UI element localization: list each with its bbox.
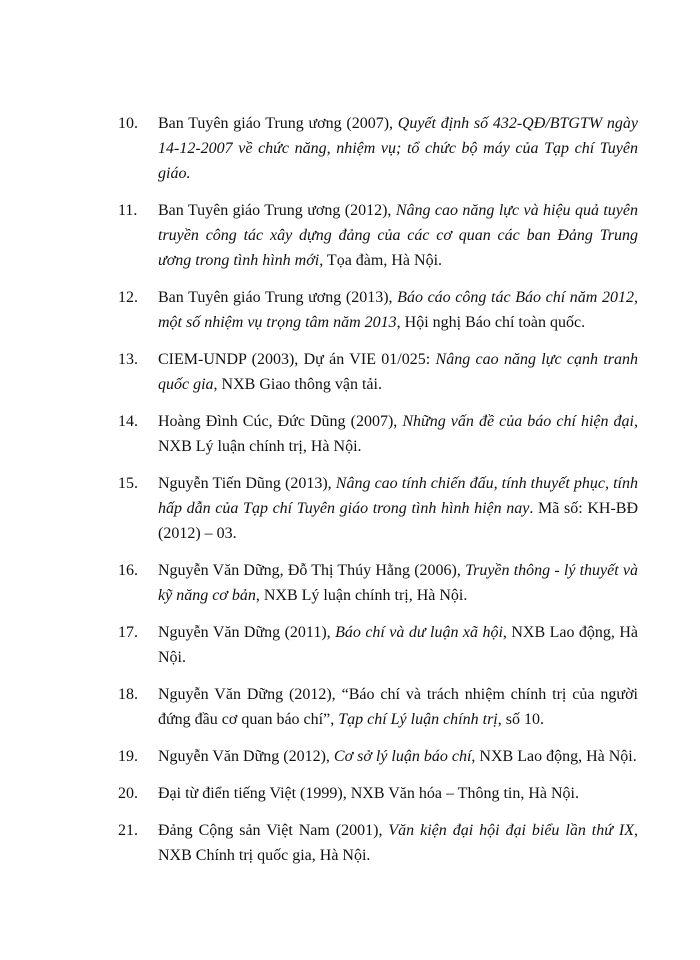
reference-entry <box>118 620 638 670</box>
reference-title: Cơ sở lý luận báo chí <box>333 748 472 765</box>
reference-detail: Nguyễn Văn Dững, Đỗ Thị Thúy Hằng (2006), <box>158 562 466 579</box>
reference-detail: , NXB Giao thông vận tải. <box>213 376 382 393</box>
reference-detail: Đại từ điển tiếng Việt (1999), NXB Văn hóa – Thông tin, Hà Nội. <box>158 785 579 802</box>
reference-title: Truyền thông - lý thuyết và kỹ năng cơ bản <box>158 562 639 604</box>
reference-detail: CIEM-UNDP (2003), Dự án VIE 01/025: <box>158 351 436 368</box>
reference-entry <box>118 285 638 335</box>
reference-detail: , Hội nghị Báo chí toàn quốc. <box>396 314 586 331</box>
reference-detail: , Tọa đàm, Hà Nội. <box>319 252 443 269</box>
reference-text <box>158 409 638 459</box>
reference-text <box>158 285 638 335</box>
reference-detail: Ban Tuyên giáo Trung ương (2007), <box>158 115 398 132</box>
reference-title: Nâng cao tính chiến đấu, tính thuyết phục, tính hấp dẫn của Tạp chí Tuyên giáo trong tình hình hiện nay <box>158 475 638 517</box>
reference-detail: , NXB Lao động, Hà Nội. <box>471 748 637 765</box>
reference-title: Tạp chí Lý luận chính trị <box>338 711 498 728</box>
reference-entry <box>118 818 638 868</box>
reference-detail: Đảng Cộng sản Việt Nam (2001), <box>158 822 389 839</box>
reference-entry <box>118 111 638 186</box>
reference-detail: , NXB Lý luận chính trị, Hà Nội. <box>158 413 639 455</box>
reference-entry <box>118 347 638 397</box>
reference-text <box>158 744 638 769</box>
reference-title: Nâng cao năng lực và hiệu quả tuyên truyền công tác xây dựng đảng của các cơ quan các ban Đảng Trung ương trong tình hình mới <box>158 202 639 269</box>
reference-detail: , số 10. <box>497 711 544 728</box>
reference-number: 10. <box>118 115 138 132</box>
reference-text <box>158 111 638 186</box>
reference-detail: Ban Tuyên giáo Trung ương (2013), <box>158 289 398 306</box>
reference-entry <box>118 471 638 546</box>
reference-detail: . Mã số: KH-BĐ (2012) – 03. <box>158 500 638 542</box>
reference-detail: , NXB Lý luận chính trị, Hà Nội. <box>255 587 468 604</box>
reference-entry <box>118 198 638 273</box>
reference-text <box>158 471 638 546</box>
reference-text <box>158 781 638 806</box>
reference-number: 19. <box>118 748 138 765</box>
reference-detail: Nguyễn Văn Dững (2011), <box>158 624 336 641</box>
reference-title: Văn kiện đại hội đại biểu lần thứ IX <box>388 822 634 839</box>
reference-detail: Hoàng Đình Cúc, Đức Dũng (2007), <box>158 413 403 430</box>
reference-entry <box>118 409 638 459</box>
reference-text <box>158 620 638 670</box>
reference-detail: Nguyễn Văn Dững (2012), “Báo chí và trách nhiệm chính trị của người đứng đầu cơ quan báo chí”, <box>158 686 638 728</box>
reference-number: 17. <box>118 624 138 641</box>
reference-entry <box>118 744 638 769</box>
reference-number: 21. <box>118 822 138 839</box>
reference-text <box>158 198 638 273</box>
reference-text <box>158 558 638 608</box>
reference-number: 15. <box>118 475 138 492</box>
reference-title: Báo chí và dư luận xã hội <box>335 624 503 641</box>
reference-detail: , NXB Lao động, Hà Nội. <box>158 624 638 666</box>
reference-text <box>158 682 638 732</box>
reference-list <box>118 111 638 880</box>
reference-number: 12. <box>118 289 138 306</box>
reference-entry <box>118 558 638 608</box>
reference-title: Những vấn đề của báo chí hiện đại <box>402 413 635 430</box>
reference-detail: Nguyễn Tiến Dũng (2013), <box>158 475 336 492</box>
reference-entry <box>118 682 638 732</box>
reference-title: Quyết định số 432-QĐ/BTGTW ngày 14-12-2007 về chức năng, nhiệm vụ; tổ chức bộ máy của Tạp chí Tuyên giáo. <box>158 115 638 182</box>
reference-number: 16. <box>118 562 138 579</box>
reference-text <box>158 347 638 397</box>
reference-number: 18. <box>118 686 138 703</box>
reference-number: 14. <box>118 413 138 430</box>
reference-entry <box>118 781 638 806</box>
reference-number: 13. <box>118 351 138 368</box>
reference-text <box>158 818 638 868</box>
reference-detail: Nguyễn Văn Dững (2012), <box>158 748 334 765</box>
reference-detail: , NXB Chính trị quốc gia, Hà Nội. <box>158 822 638 864</box>
reference-detail: Ban Tuyên giáo Trung ương (2012), <box>158 202 396 219</box>
reference-title: Nâng cao năng lực cạnh tranh quốc gia <box>158 351 638 393</box>
reference-number: 20. <box>118 785 138 802</box>
reference-title: Báo cáo công tác Báo chí năm 2012, một số nhiệm vụ trọng tâm năm 2013 <box>158 289 638 331</box>
reference-number: 11. <box>118 202 138 219</box>
